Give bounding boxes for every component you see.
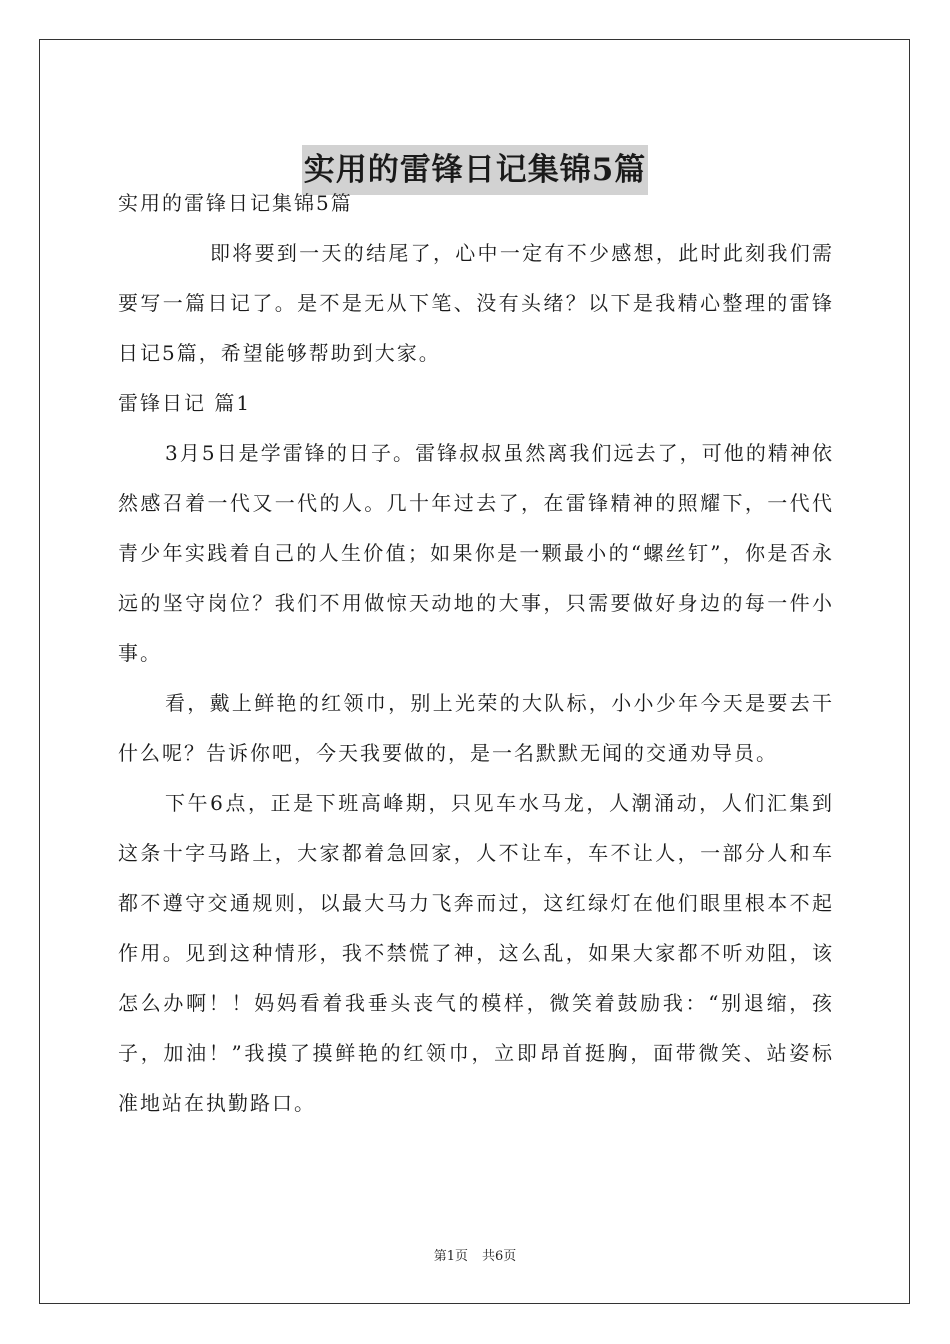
page-footer xyxy=(0,1245,950,1264)
document-subtitle: 实用的雷锋日记集锦5篇 xyxy=(118,191,353,215)
intro-paragraph: 即将要到一天的结尾了，心中一定有不少感想，此时此刻我们需要写一篇日记了。是不是无从下笔、没有头绪？以下是我精心整理的雷锋日记5篇，希望能够帮助到大家。 xyxy=(118,241,834,365)
total-pages: 共6页 xyxy=(482,1249,517,1264)
body-paragraph: 3月5日是学雷锋的日子。雷锋叔叔虽然离我们远去了，可他的精神依然感召着一代又一代的人。几十年过去了，在雷锋精神的照耀下，一代代青少年实践着自己的人生价值；如果你是一颗最小的“螺丝钉”，你是否永远的坚守岗位？我们不用做惊天动地的大事，只需要做好身边的每一件小事。 xyxy=(118,441,834,665)
body-paragraph: 看，戴上鲜艳的红领巾，别上光荣的大队标，小小少年今天是要去干什么呢？告诉你吧，今天我要做的，是一名默默无闻的交通劝导员。 xyxy=(118,691,834,765)
body-paragraph: 下午6点，正是下班高峰期，只见车水马龙，人潮涌动，人们汇集到这条十字马路上，大家都着急回家，人不让车，车不让人，一部分人和车都不遵守交通规则，以最大马力飞奔而过，这红绿灯在他们眼里根本不起作用。见到这种情形，我不禁慌了神，这么乱，如果大家都不听劝阻，该怎么办啊！！妈妈看着我垂头丧气的模样，微笑着鼓励我：“别退缩，孩子，加油！”我摸了摸鲜艳的红领巾，立即昂首挺胸，面带微笑、站姿标准地站在执勤路口。 xyxy=(118,791,834,1115)
document-title: 实用的雷锋日记集锦5篇 xyxy=(302,145,649,195)
document-body xyxy=(118,178,834,1128)
section-heading: 雷锋日记 篇1 xyxy=(118,391,252,415)
page-number: 第1页 xyxy=(433,1249,468,1264)
